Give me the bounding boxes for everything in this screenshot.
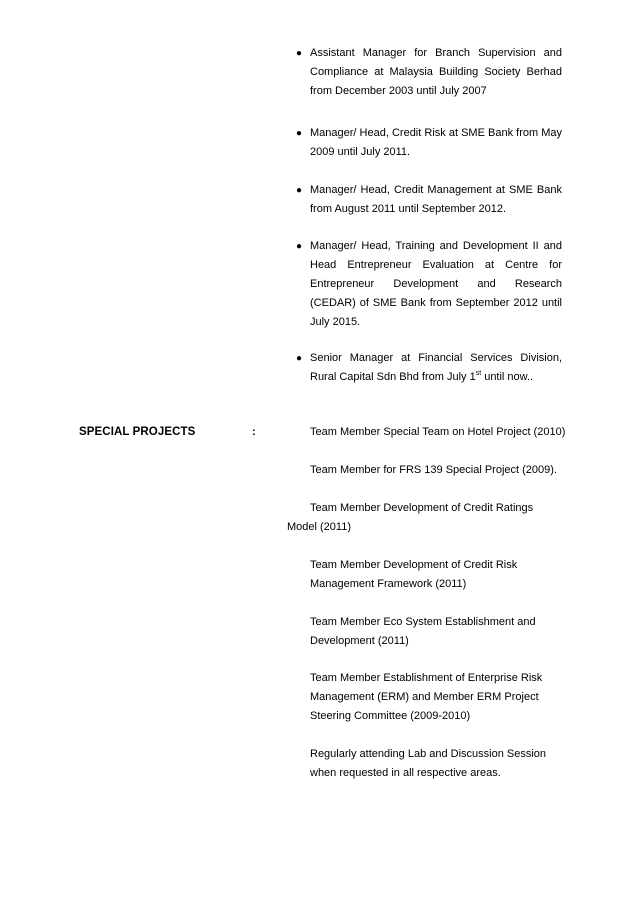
- project-item: [310, 461, 570, 480]
- project-text: Team Member Development of Credit Risk Management Framework (2011): [310, 559, 518, 590]
- project-text: Team Member Establishment of Enterprise Risk Management (ERM) and Member ERM Project Steering Committee (2009-2010): [310, 672, 543, 722]
- experience-text: Assistant Manager for Branch Supervision and Compliance at Malaysia Building Society Berhad from December 2003 until July 2007: [310, 47, 562, 97]
- experience-item: [296, 124, 562, 162]
- project-text: Model (2011): [287, 521, 351, 533]
- bullet-dot-icon: ●: [296, 48, 303, 59]
- experience-text: Manager/ Head, Credit Management at SME Bank from August 2011 until September 2012.: [310, 184, 562, 215]
- experience-text: Manager/ Head, Training and Development II and Head Entrepreneur Evaluation at Centre for Entrepreneur Development and Research (CEDAR) of SME Bank from September 2012 until July 2015.: [310, 240, 562, 328]
- project-item: [310, 556, 520, 594]
- project-item: [310, 423, 570, 442]
- project-item: [310, 499, 570, 518]
- section-heading-special-projects: SPECIAL PROJECTS: [79, 426, 196, 438]
- bullet-dot-icon: ●: [296, 185, 303, 196]
- experience-item: [296, 181, 562, 219]
- section-colon: :: [252, 426, 256, 438]
- ordinal-suffix: st: [475, 370, 482, 377]
- experience-item: [296, 237, 562, 332]
- experience-item: [296, 44, 562, 101]
- project-item: [310, 613, 540, 651]
- experience-text-part: Senior Manager at Financial Services Division, Rural Capital Sdn Bhd from July 1: [310, 352, 562, 383]
- project-text: Team Member Special Team on Hotel Project (2010): [310, 426, 566, 438]
- project-text: Team Member Eco System Establishment and Development (2011): [310, 616, 536, 647]
- experience-text: [310, 349, 562, 387]
- project-text: Regularly attending Lab and Discussion Session when requested in all respective areas.: [310, 748, 547, 779]
- experience-text: Manager/ Head, Credit Risk at SME Bank from May 2009 until July 2011.: [310, 127, 562, 158]
- project-item-continuation: [287, 518, 351, 537]
- bullet-dot-icon: ●: [296, 353, 303, 364]
- experience-text-part: until now..: [481, 371, 534, 383]
- bullet-dot-icon: ●: [296, 241, 303, 252]
- project-item: [310, 669, 548, 726]
- project-text: Team Member Development of Credit Ratings: [310, 502, 534, 514]
- bullet-dot-icon: ●: [296, 128, 303, 139]
- project-item: [310, 745, 548, 783]
- project-text: Team Member for FRS 139 Special Project (2009).: [310, 464, 557, 476]
- experience-item: [296, 349, 562, 387]
